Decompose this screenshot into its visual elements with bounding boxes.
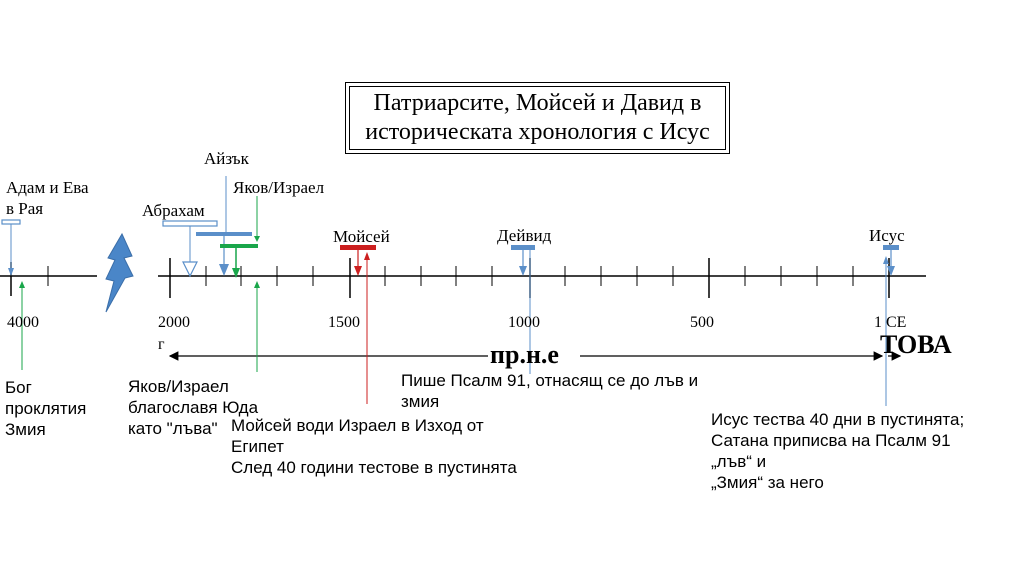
era-label-now: ТОВА (880, 330, 952, 359)
label-adam-eve-line1: Адам и Ева (6, 178, 89, 197)
tick-label-1ce: 1 CE (874, 314, 907, 331)
jacob-bless-pointer (254, 281, 260, 372)
note-psalm-91: Пише Псалм 91, отнасящ се до лъв и змия (401, 371, 699, 411)
label-jesus: Исус (869, 226, 905, 245)
axis-main (158, 258, 926, 298)
tick-label-2000: 2000 (158, 314, 190, 331)
moses-marker (340, 245, 376, 276)
note-moses-exodus: Мойсей води Израел в Изход от Египет След 40 години тестове в пустинята (231, 416, 517, 477)
label-david: Дейвид (497, 226, 552, 245)
label-jacob: Яков/Израел (233, 178, 325, 197)
label-isaac: Айзък (204, 149, 249, 168)
note-jesus-test: Исус тества 40 дни в пустинята; Сатана приписва на Псалм 91 „лъв“ и „Змия“ за него (711, 410, 965, 492)
title-box (345, 82, 730, 154)
tick-label-2000-suffix: г (158, 336, 165, 353)
moses-exodus-pointer (364, 252, 370, 404)
axis-left-segment (0, 262, 97, 296)
note-god-curse: Бог проклятия Змия (5, 378, 87, 439)
label-abraham: Абрахам (142, 201, 205, 220)
adam-eve-marker (2, 220, 20, 276)
title-inner-frame (349, 86, 726, 150)
lightning-break-icon (106, 234, 133, 312)
label-moses: Мойсей (333, 227, 390, 246)
abraham-marker (163, 221, 217, 276)
title-line-1: Патриарсите, Мойсей и Давид в (373, 90, 702, 116)
tick-label-500: 500 (690, 314, 714, 331)
tick-label-4000: 4000 (7, 314, 39, 331)
era-label-bce: пр.н.е (490, 340, 559, 369)
label-adam-eve-line2: в Рая (6, 199, 44, 218)
note-jacob-bless: Яков/Израел благославя Юда като "лъва" (128, 377, 259, 438)
tick-label-1500: 1500 (328, 314, 360, 331)
title-line-2: историческата хронология с Исус (365, 119, 710, 145)
tick-label-1000: 1000 (508, 314, 540, 331)
